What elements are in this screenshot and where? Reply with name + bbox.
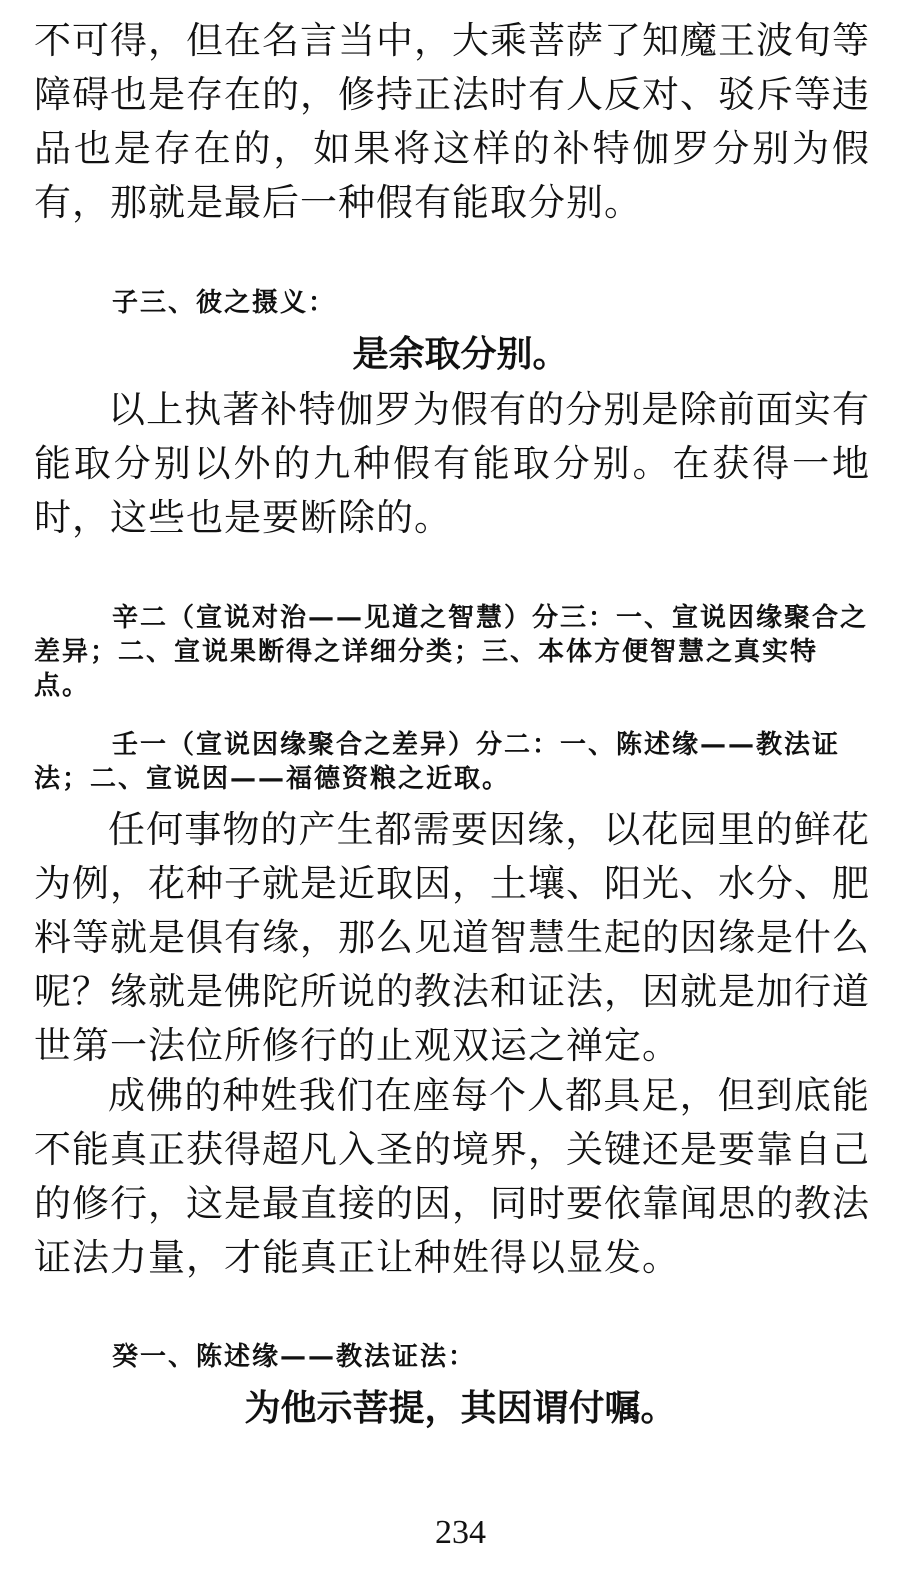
body-paragraph: 不可得，但在名言当中，大乘菩萨了知魔王波旬等障碍也是存在的，修持正法时有人反对、驳斥等违品也是存在的，如果将这样的补特伽罗分别为假有，那就是最后一种假有能取分别。 [34, 19, 870, 224]
section-heading: 癸一、陈述缘——教法证法： [112, 1342, 477, 1372]
section-heading: 子三、彼之摄义： [112, 288, 337, 318]
section-heading: 壬一（宣说因缘聚合之差异）分二：一、陈述缘——教法证法；二、宣说因——福德资粮之近取。 [34, 730, 841, 794]
page-number: 234 [435, 1514, 486, 1551]
section-heading: 辛二（宣说对治——见道之智慧）分三：一、宣说因缘聚合之差异；二、宣说果断得之详细分类；三、本体方便智慧之真实特点。 [34, 603, 869, 701]
body-paragraph: 任何事物的产生都需要因缘，以花园里的鲜花为例，花种子就是近取因，土壤、阳光、水分、肥料等就是俱有缘，那么见道智慧生起的因缘是什么呢？缘就是佛陀所说的教法和证法，因就是加行道世第一法位所修行的止观双运之禅定。 [34, 808, 870, 1067]
body-paragraph: 成佛的种姓我们在座每个人都具足，但到底能不能真正获得超凡入圣的境界，关键还是要靠自己的修行，这是最直接的因，同时要依靠闻思的教法证法力量，才能真正让种姓得以显发。 [34, 1074, 870, 1279]
root-verse: 为他示菩提，其因谓付嘱。 [244, 1388, 677, 1429]
root-verse: 是余取分别。 [352, 334, 569, 375]
body-paragraph: 以上执著补特伽罗为假有的分别是除前面实有能取分别以外的九种假有能取分别。在获得一地时，这些也是要断除的。 [34, 388, 870, 539]
